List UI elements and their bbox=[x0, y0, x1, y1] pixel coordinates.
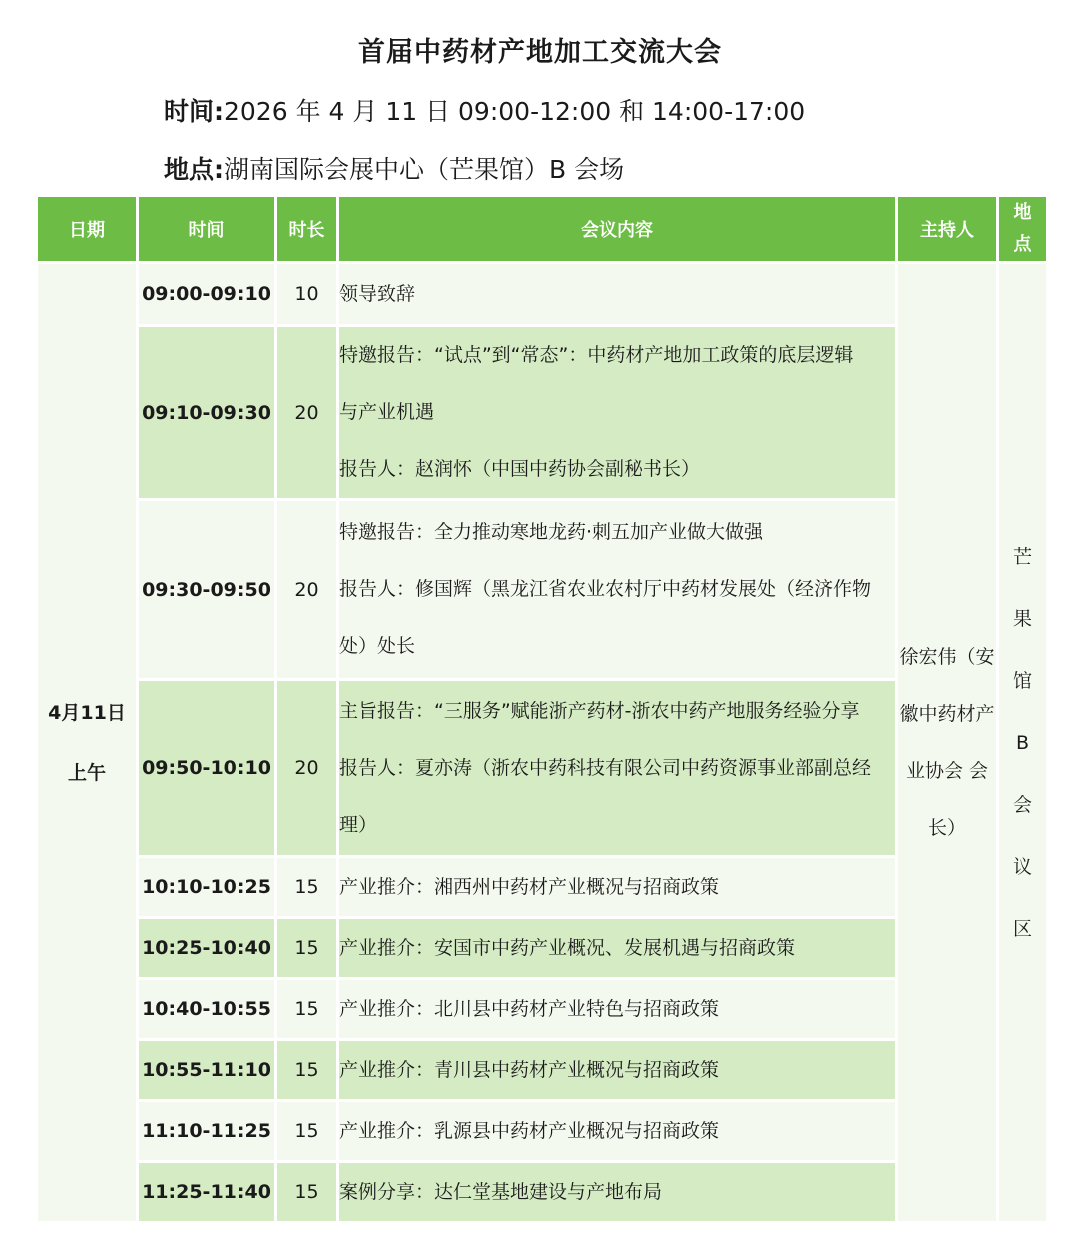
time-value: 2026 年 4 月 11 日 09:00-12:00 和 14:00-17:00 bbox=[224, 97, 806, 126]
row-duration: 15 bbox=[276, 979, 338, 1040]
place-char: B bbox=[1015, 731, 1030, 754]
row-duration: 15 bbox=[276, 1101, 338, 1162]
row-time: 09:00-09:10 bbox=[138, 263, 276, 326]
row-duration: 20 bbox=[276, 326, 338, 500]
row-content bbox=[338, 1162, 897, 1223]
header-date: 日期 bbox=[37, 196, 138, 263]
place-char: 会 bbox=[1012, 793, 1032, 816]
header-host: 主持人 bbox=[897, 196, 998, 263]
table-header-row bbox=[37, 196, 1048, 263]
content-line: 报告人：赵润怀（中国中药协会副秘书长） bbox=[339, 458, 701, 480]
row-time: 10:40-10:55 bbox=[138, 979, 276, 1040]
row-duration: 15 bbox=[276, 857, 338, 918]
content-line: 领导致辞 bbox=[339, 282, 416, 305]
header-place-top: 地 bbox=[1013, 202, 1032, 223]
place-label: 地点: bbox=[164, 155, 224, 184]
place-cell bbox=[998, 263, 1048, 1223]
row-content bbox=[338, 1101, 897, 1162]
row-time: 10:55-11:10 bbox=[138, 1040, 276, 1101]
row-duration: 20 bbox=[276, 500, 338, 680]
row-time: 11:10-11:25 bbox=[138, 1101, 276, 1162]
header-duration: 时长 bbox=[276, 196, 338, 263]
row-time: 09:10-09:30 bbox=[138, 326, 276, 500]
place-char: 区 bbox=[1012, 917, 1032, 940]
page-title: 首届中药材产地加工交流大会 bbox=[358, 37, 722, 68]
table-row bbox=[37, 1101, 1048, 1162]
agenda-table bbox=[35, 194, 1049, 1224]
content-line: 特邀报告：全力推动寒地龙药·刺五加产业做大做强 bbox=[339, 521, 764, 543]
table-row bbox=[37, 1162, 1048, 1223]
row-content bbox=[338, 979, 897, 1040]
content-line: 处）处长 bbox=[339, 635, 416, 657]
header-content: 会议内容 bbox=[338, 196, 897, 263]
row-content bbox=[338, 680, 897, 857]
row-time: 09:30-09:50 bbox=[138, 500, 276, 680]
header-time: 时间 bbox=[138, 196, 276, 263]
place-char: 芒 bbox=[1012, 545, 1032, 568]
content-line: 理） bbox=[339, 813, 378, 836]
row-time: 11:25-11:40 bbox=[138, 1162, 276, 1223]
content-line: 产业推介：安国市中药产业概况、发展机遇与招商政策 bbox=[339, 936, 796, 959]
content-line: 产业推介：乳源县中药材产业概况与招商政策 bbox=[339, 1119, 720, 1142]
content-line: 主旨报告：“三服务”赋能浙产药材-浙农中药产地服务经验分享 bbox=[339, 699, 860, 722]
row-content bbox=[338, 918, 897, 979]
content-line: 与产业机遇 bbox=[339, 401, 435, 423]
header-place-bottom: 点 bbox=[1013, 234, 1032, 255]
table-row bbox=[37, 1040, 1048, 1101]
content-line: 产业推介：湘西州中药材产业概况与招商政策 bbox=[339, 875, 720, 898]
content-line: 案例分享：达仁堂基地建设与产地布局 bbox=[339, 1180, 663, 1203]
row-duration: 15 bbox=[276, 918, 338, 979]
row-content bbox=[338, 326, 897, 500]
row-content bbox=[338, 857, 897, 918]
table-row bbox=[37, 979, 1048, 1040]
row-duration: 20 bbox=[276, 680, 338, 857]
row-duration: 15 bbox=[276, 1040, 338, 1101]
table-row bbox=[37, 918, 1048, 979]
row-time: 10:25-10:40 bbox=[138, 918, 276, 979]
content-line: 特邀报告：“试点”到“常态”：中药材产地加工政策的底层逻辑 bbox=[339, 344, 854, 366]
meeting-place bbox=[164, 150, 624, 186]
date-day: 4月11日 bbox=[48, 701, 126, 724]
date-cell bbox=[37, 263, 138, 1223]
table-row bbox=[37, 326, 1048, 500]
table-row bbox=[37, 680, 1048, 857]
content-line: 产业推介：青川县中药材产业概况与招商政策 bbox=[339, 1058, 720, 1081]
row-duration: 15 bbox=[276, 1162, 338, 1223]
place-char: 馆 bbox=[1012, 669, 1032, 692]
content-line: 报告人：夏亦涛（浙农中药科技有限公司中药资源事业部副总经 bbox=[339, 756, 872, 779]
agenda-body bbox=[37, 263, 1048, 1223]
host-cell: 徐宏伟（安徽中药材产业协会 会长） bbox=[897, 263, 998, 1223]
content-line: 报告人：修国辉（黑龙江省农业农村厅中药材发展处（经济作物 bbox=[339, 578, 872, 600]
row-content bbox=[338, 263, 897, 326]
place-value: 湖南国际会展中心（芒果馆）B 会场 bbox=[224, 155, 625, 184]
table-row bbox=[37, 263, 1048, 326]
place-char: 议 bbox=[1012, 855, 1032, 878]
row-duration: 10 bbox=[276, 263, 338, 326]
content-line: 产业推介：北川县中药材产业特色与招商政策 bbox=[339, 997, 720, 1020]
row-content bbox=[338, 500, 897, 680]
table-row bbox=[37, 500, 1048, 680]
row-time: 10:10-10:25 bbox=[138, 857, 276, 918]
time-label: 时间: bbox=[164, 97, 224, 126]
row-time: 09:50-10:10 bbox=[138, 680, 276, 857]
table-row bbox=[37, 857, 1048, 918]
header-place bbox=[998, 196, 1048, 263]
date-period: 上午 bbox=[67, 761, 106, 784]
row-content bbox=[338, 1040, 897, 1101]
meeting-time bbox=[164, 92, 805, 128]
place-char: 果 bbox=[1012, 607, 1032, 630]
